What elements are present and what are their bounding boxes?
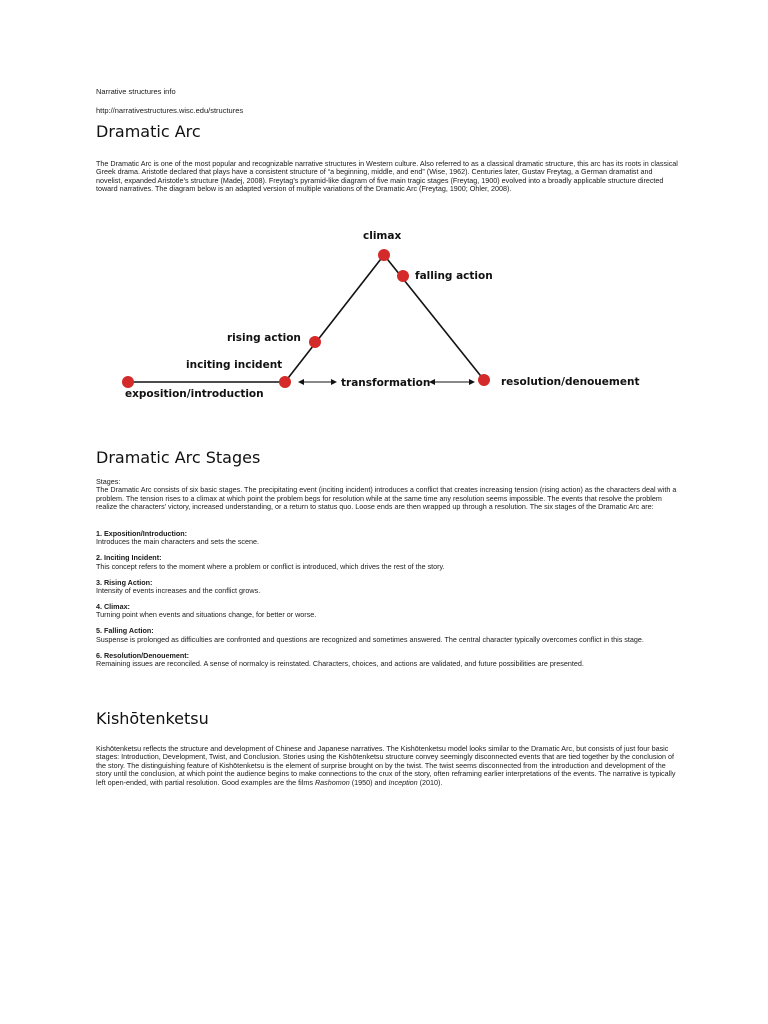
dramatic-arc-heading: Dramatic Arc [96,122,201,141]
stage-title: 5. Falling Action: [96,626,154,636]
stage-item [96,554,680,571]
stage-title: 3. Rising Action: [96,577,153,587]
inciting-incident-point [279,376,291,388]
stage-item [96,579,680,596]
dramatic-arc-diagram [118,222,644,412]
label-falling-action: falling action [415,270,493,282]
label-inciting-incident: inciting incident [186,359,283,371]
rising-line [285,255,384,382]
resolution-point [478,374,490,386]
kishotenketsu-text: Kishōtenketsu reflects the structure and development of Chinese and Japanese narratives. The Kishōtenketsu model looks similar to the Dramatic Arc, but consists of just four basic stages: Introduction, Development, Twist, and Conclusion. Stories using the Kishōtenketsu structure convey seemingly disconnected events that are tied together by the conclusion of the story. The distinguishing feature of Kishōtenketsu is the element of surprise brought on by the twist. The twist seems disconnected from the introduction and development of the story until the conclusion, at which point the audience begins to make connections to the crux of the story, often reframing earlier interpretations of the events. The narrative is typically left open-ended, with partial resolution. Good examples are the films [96,744,676,787]
stage-item [96,530,680,547]
stage-title: 1. Exposition/Introduction: [96,529,188,538]
stage-description: Introduces the main characters and sets the scene. [96,537,260,547]
stage-description: Intensity of events increases and the conflict grows. [96,586,261,596]
rising-action-point [309,336,321,348]
exposition-point [122,376,134,388]
climax-point [378,249,390,261]
stages-intro-text: The Dramatic Arc consists of six basic stages. The precipitating event (inciting incident) introduces a conflict that creates increasing tension (rising action) as the characters deal with a problem. The tension rises to a climax at which point the problem begs for resolution while at the same time any resolution seems impossible. The events that resolve the problem realize the characters’ victory, increased understanding, or a return to status quo. Loose ends are then wrapped up through a resolution. The six stages of the Dramatic Arc are: [96,485,677,512]
stage-description: Remaining issues are reconciled. A sense of normalcy is reinstated. Characters, choices, and actions are validated, and future possibilities are presented. [96,658,584,668]
stage-description: This concept refers to the moment where a problem or conflict is introduced, which drives the rest of the story. [96,561,445,571]
label-transformation: transformation [341,377,431,389]
stage-title: 6. Resolution/Denouement: [96,650,190,660]
falling-action-point [397,270,409,282]
label-exposition: exposition/introduction [125,388,264,400]
source-title: Narrative structures info [96,87,176,96]
stages-list [96,530,680,676]
film-rashomon-year: (1950) and [349,777,389,787]
kishotenketsu-paragraph [96,745,680,787]
film-rashomon: Rashomon [314,777,350,787]
stage-title: 4. Climax: [96,601,130,611]
dramatic-arc-stages-heading: Dramatic Arc Stages [96,448,261,467]
stages-intro-label: Stages: [96,477,121,486]
stage-description: Turning point when events and situations change, for better or worse. [96,610,317,620]
stages-intro-block [96,478,680,512]
label-climax: climax [363,230,402,242]
stage-item [96,603,680,620]
kishotenketsu-heading: Kishōtenketsu [96,709,209,728]
film-inception: Inception [388,777,418,787]
label-resolution: resolution/denouement [501,376,640,388]
stage-item [96,652,680,669]
dramatic-arc-paragraph: The Dramatic Arc is one of the most popular and recognizable narrative structures in Western culture. Also referred to as a classical dramatic structure, this arc has its roots in classical Greek drama. Aristotle declared that plays have a consistent structure of “a beginning, middle, and end” (Wise, 1962). Centuries later, Gustav Freytag, a German dramatist and novelist, expanded Aristotle’s structure (Madej, 2008). Freytag’s pyramid-like diagram of five main tragic stages (Freytag, 1900) evolved into a broadly applicable structure directed toward narratives. The diagram below is an adapted version of multiple variations of the Dramatic Arc (Freytag, 1900; Ohler, 2008). [96,159,678,194]
label-rising-action: rising action [227,332,301,344]
stage-description: Suspense is prolonged as difficulties are confronted and questions are recognized and sometimes answered. The central character typically overcomes conflict in this stage. [96,634,644,644]
source-url[interactable]: http://narrativestructures.wisc.edu/structures [96,106,244,115]
stage-title: 2. Inciting Incident: [96,553,162,563]
film-inception-year: (2010). [417,777,443,787]
stage-item [96,627,680,644]
